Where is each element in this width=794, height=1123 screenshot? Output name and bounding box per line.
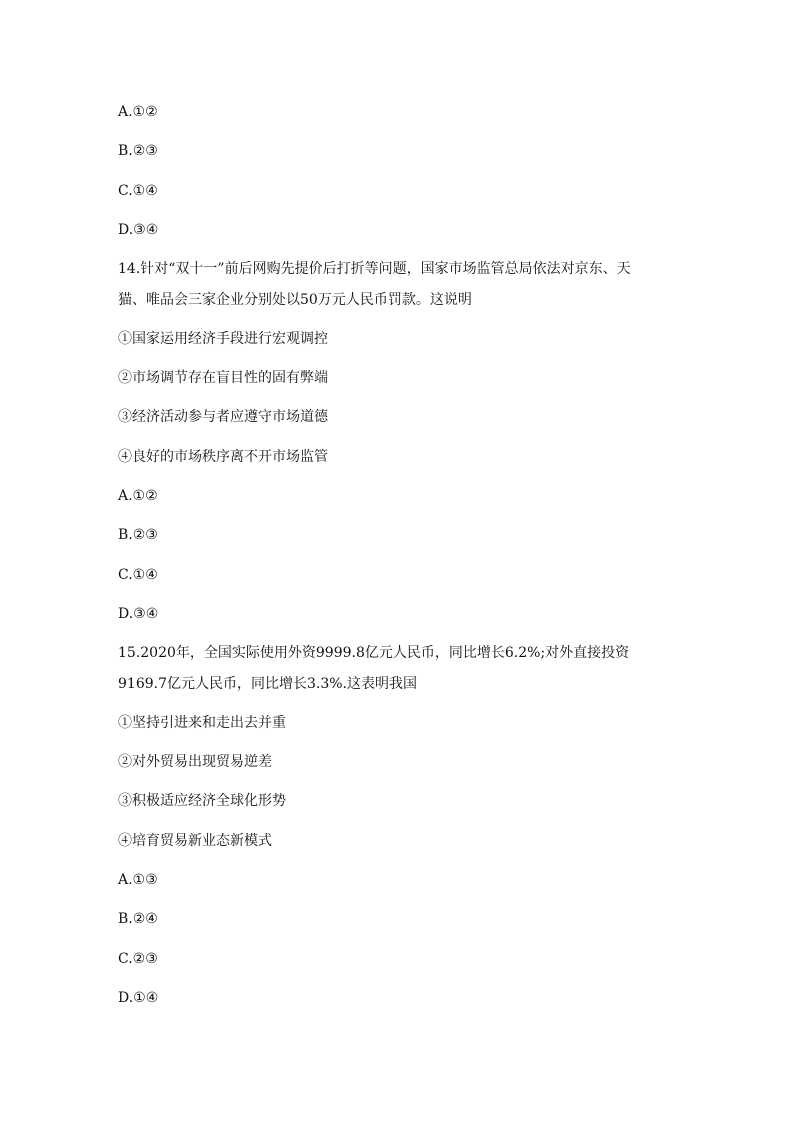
question-15-stem-line-1: 15.2020年，全国实际使用外资9999.8亿元人民币，同比增长6.2%;对外直接投资: [118, 645, 630, 661]
question-14-option-b: B.②③: [118, 527, 158, 543]
question-15-stem-line-2: 9169.7亿元人民币，同比增长3.3%.这表明我国: [118, 676, 418, 692]
question-15-statement-3: ③积极适应经济全球化形势: [118, 793, 286, 809]
question-15-option-d: D.①④: [118, 990, 159, 1006]
question-15-option-a: A.①③: [118, 872, 158, 888]
question-14-statement-3: ③经济活动参与者应遵守市场道德: [118, 409, 328, 425]
option-c: C.①④: [118, 183, 158, 199]
question-14-statement-1: ①国家运用经济手段进行宏观调控: [118, 331, 328, 347]
question-14-option-d: D.③④: [118, 606, 159, 622]
question-14-option-a: A.①②: [118, 488, 158, 504]
question-14-statement-2: ②市场调节存在盲目性的固有弊端: [118, 370, 328, 386]
option-a: A.①②: [118, 104, 158, 120]
question-14-stem-line-2: 猫、唯品会三家企业分别处以50万元人民币罚款。这说明: [118, 292, 472, 308]
question-14-stem-line-1: 14.针对“双十一”前后网购先提价后打折等问题，国家市场监管总局依法对京东、天: [118, 261, 631, 277]
option-d: D.③④: [118, 222, 159, 238]
question-15-statement-2: ②对外贸易出现贸易逆差: [118, 754, 272, 770]
question-15-option-c: C.②③: [118, 951, 158, 967]
question-15-statement-4: ④培育贸易新业态新模式: [118, 833, 272, 849]
option-b: B.②③: [118, 143, 158, 159]
question-15-statement-1: ①坚持引进来和走出去并重: [118, 715, 286, 731]
question-15-option-b: B.②④: [118, 911, 158, 927]
question-14-option-c: C.①④: [118, 567, 158, 583]
question-14-statement-4: ④良好的市场秩序离不开市场监管: [118, 449, 328, 465]
